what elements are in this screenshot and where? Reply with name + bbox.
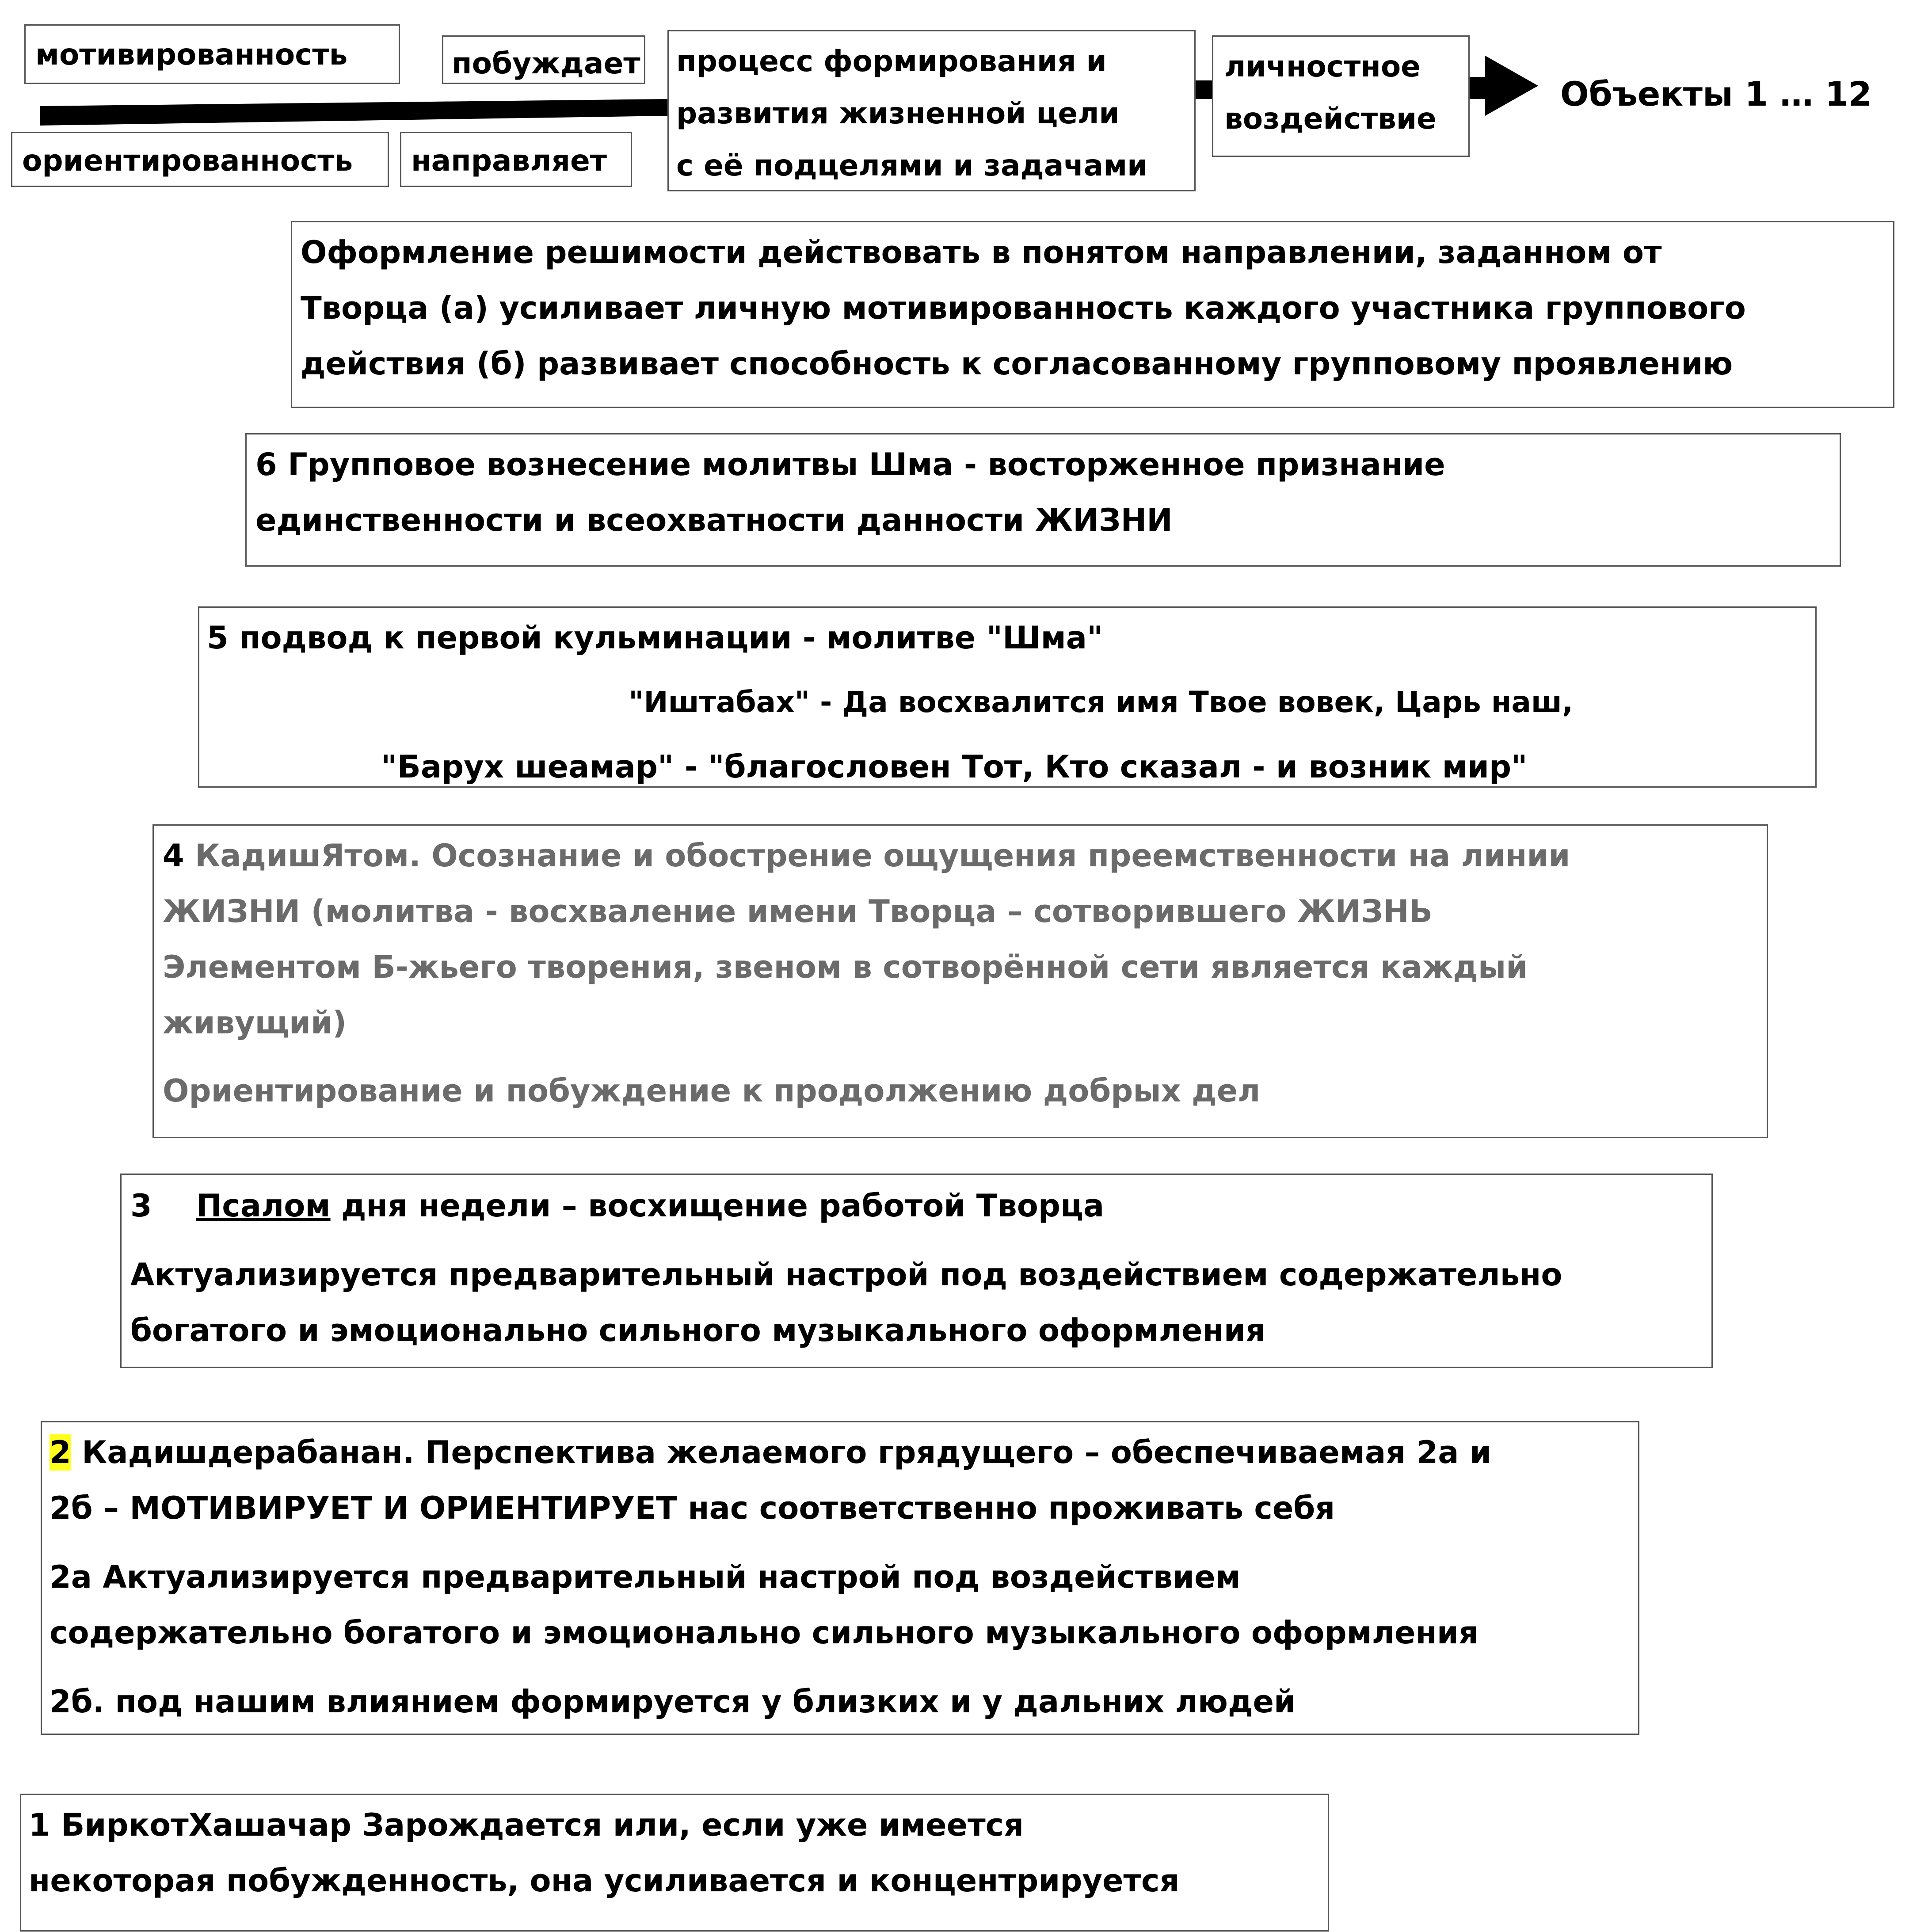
step2-number-highlight: 2 [50,1434,71,1471]
bar-left-connector [40,99,667,126]
decision-line-3: действия (б) развивает способность к согласованному групповому проявлению [301,346,1733,382]
step2-kaddish-derabanan: Кадишдерабанан. Перспектива желаемого грядущего – обеспечиваемая 2а и [71,1434,1491,1471]
arrow-head-icon [1485,56,1538,116]
step1-line-1: 1 БиркотХашачар Зарождается или, если уже имеется [29,1807,1024,1843]
personal-line-1: личностное [1224,50,1421,84]
personal-line-2: воздействие [1224,102,1437,136]
step3-line-2: Актуализируется предварительный настрой под воздействием содержательно [130,1257,1562,1293]
process-line-2: развития жизненной цели [676,96,1120,130]
step6-line-2: единственности и всеохватности данности ЖИЗНИ [255,502,1173,538]
step2-line-1 [50,1434,1491,1471]
step4-kaddish-yatom: КадишЯтом. Осознание и обострение ощущения преемственности на линии [195,838,1570,874]
decision-line-1: Оформление решимости действовать в понятом направлении, заданном от [301,234,1662,271]
step5-ishtabach: "Иштабах" - Да восхвалится имя Твое вовек, Царь наш, [629,685,1574,719]
motivation-label: мотивированность [35,38,348,72]
step3-title: дня недели – восхищение работой Творца [330,1188,1105,1224]
step4-line-3: Элементом Б-жьего творения, звеном в сотворённой сети является каждый [163,949,1528,985]
step4-line-4: живущий) [163,1005,347,1041]
step3-psalm: Псалом [196,1188,331,1224]
step2-line-4: содержательно богатого и эмоционально сильного музыкального оформления [50,1615,1479,1651]
step6-line-1: 6 Групповое вознесение молитвы Шма - восторженное признание [255,446,1445,483]
step3-number: 3 [130,1188,152,1224]
process-line-1: процесс формирования и [676,44,1107,78]
process-line-3: с её подцелями и задачами [676,149,1148,183]
step3-line-1 [130,1188,1104,1224]
step1-line-2: некоторая побужденность, она усиливается и концентрируется [29,1863,1180,1899]
orientation-label: ориентированность [22,144,353,178]
step5-baruch-sheamar: "Барух шеамар" - "благословен Тот, Кто сказал - и возник мир" [381,749,1528,785]
step4-number: 4 [163,838,195,874]
bar-middle-connector [1193,80,1212,99]
step4-line-5: Ориентирование и побуждение к продолжению добрых дел [163,1073,1261,1109]
decision-line-2: Творца (а) усиливает личную мотивированность каждого участника группового [301,290,1746,326]
induces-label: побуждает [452,46,640,80]
step2-line-5: 2б. под нашим влиянием формируется у близких и у дальних людей [50,1684,1296,1720]
objects-label: Объекты 1 … 12 [1560,74,1872,114]
step4-line-1 [163,838,1570,874]
step5-title: 5 подвод к первой кульминации - молитве "Шма" [207,620,1103,656]
step2-line-3: 2а Актуализируется предварительный настрой под воздействием [50,1559,1241,1595]
directs-label: направляет [411,144,607,178]
step2-line-2: 2б – МОТИВИРУЕТ И ОРИЕНТИРУЕТ нас соответственно проживать себя [50,1490,1335,1526]
step3-line-3: богатого и эмоционально сильного музыкального оформления [130,1312,1265,1349]
step4-line-2: ЖИЗНИ (молитва - восхваление имени Творца – сотворившего ЖИЗНЬ [163,893,1433,930]
